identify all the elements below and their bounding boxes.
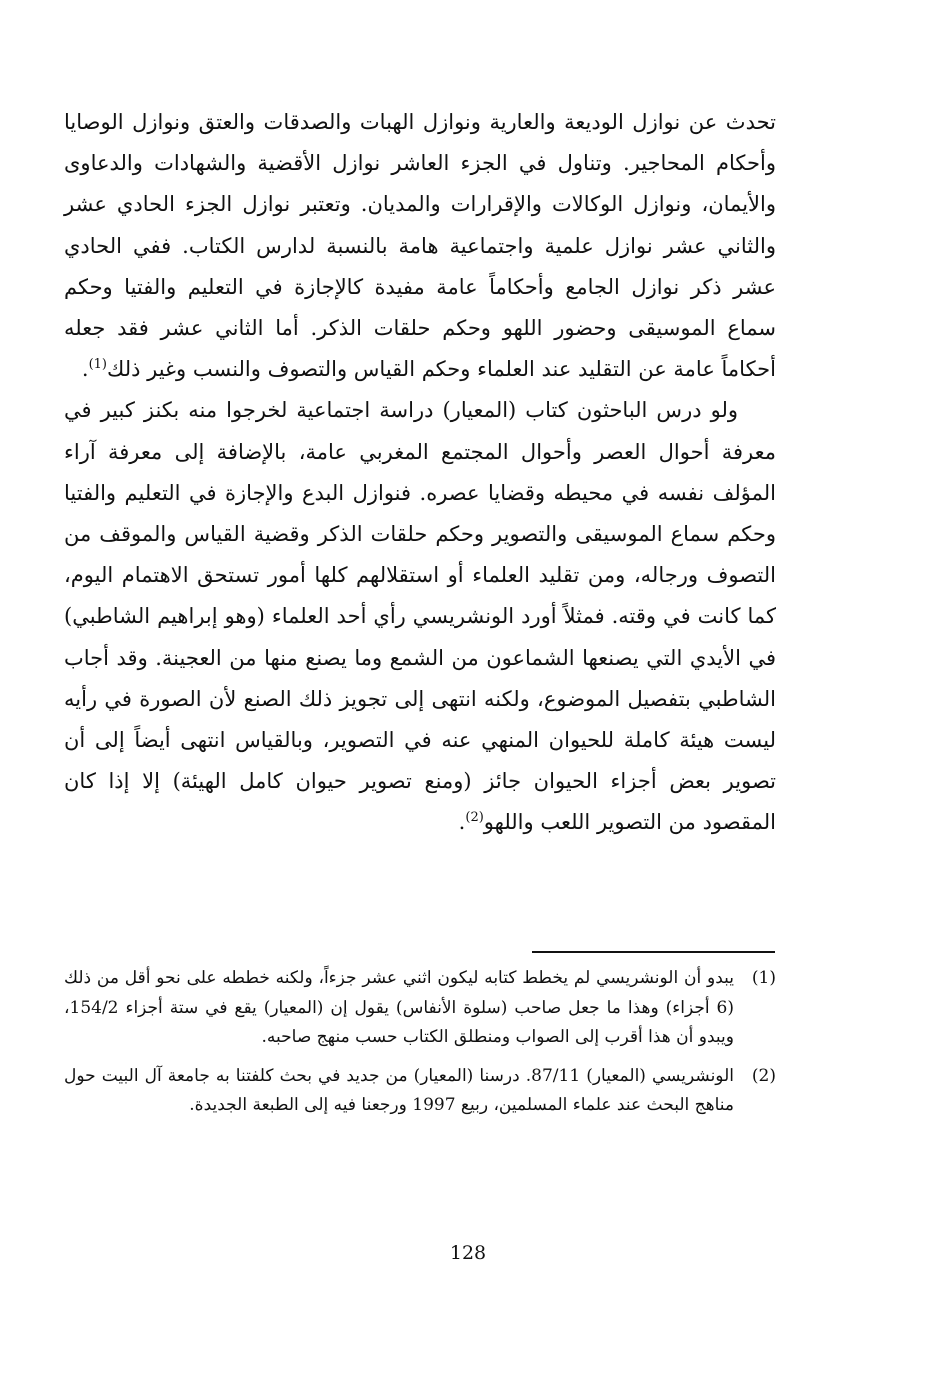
page-number: 128 <box>449 1242 487 1264</box>
paragraph-2-end: . <box>458 810 466 835</box>
footnote-number: (2) <box>751 1065 776 1086</box>
main-text <box>64 102 776 844</box>
footnote-text: الونشريسي (المعيار) 87/11. درسنا (المعيار) من جديد في بحث كلفتنا به جامعة آل البيت حول مناهج البحث عند علماء المسلمين، ربيع 1997 ورجعنا فيه إلى الطبعة الجديدة. <box>64 1065 734 1115</box>
paragraph-2-text: ولو درس الباحثون كتاب (المعيار) دراسة اجتماعية لخرجوا منه بكنز كبير في معرفة أحوال العصر وأحوال المجتمع المغربي عامة، بالإضافة إلى معرفة آراء المؤلف نفسه في محيطه وقضايا عصره. فنوازل البدع والإجازة في التعليم والفتيا وحكم سماع الموسيقى والتصوير وحكم حلقات الذكر وقضية القياس والموقف من التصوف ورجاله، ومن تقليد العلماء أو استقلالهم كلها أمور تستحق الاهتمام اليوم، كما كانت في وقته. فمثلاً أورد الونشريسي رأي أحد العلماء (وهو إبراهيم الشاطبي) في الأيدي التي يصنعها الشماعون من الشمع وما يصنع منها من العجينة. وقد أجاب الشاطبي بتفصيل الموضوع، ولكنه انتهى إلى تجويز ذلك الصنع لأن الصورة في رأيه ليست هيئة كاملة للحيوان المنهي عنه في التصوير، وبالقياس انتهى أيضاً إلى أن تصوير بعض أجزاء الحيوان جائز (ومنع تصوير حيوان كامل الهيئة) إلا إذا كان المقصود من التصوير اللعب واللهو <box>64 398 776 835</box>
footnote-number: (1) <box>751 968 776 988</box>
footnotes <box>64 964 776 1130</box>
paragraph-1-text: تحدث عن نوازل الوديعة والعارية ونوازل الهبات والصدقات والعتق ونوازل الوصايا وأحكام المحاجير. وتناول في الجزء العاشر نوازل الأقضية والشهادات والدعاوى والأيمان، ونوازل الوكالات والإقرارات والمديان. وتعتبر نوازل الجزء الحادي عشر والثاني عشر نوازل علمية واجتماعية هامة بالنسبة لدارس الكتاب. ففي الحادي عشر ذكر نوازل الجامع وأحكاماً عامة مفيدة كالإجازة في التعليم والفتيا وحكم سماع الموسيقى وحضور اللهو وحكم حلقات الذكر. أما الثاني عشر فقد جعله أحكاماً عامة عن التقليد عند العلماء وحكم القياس والتصوف والنسب وغير ذلك <box>64 110 776 382</box>
footnote-ref-2: (2) <box>465 810 484 826</box>
paragraph-1-end: . <box>81 357 89 382</box>
paragraph-2 <box>64 390 776 843</box>
paragraph-1 <box>64 102 776 390</box>
footnote-text: يبدو أن الونشريسي لم يخطط كتابه ليكون اثني عشر جزءاً، ولكنه خططه على نحو أقل من ذلك (6 أجزاء) وهذا ما جعل صاحب (سلوة الأنفاس) يقول إن (المعيار) يقع في ستة أجزاء 154/2، ويبدو أن هذا أقرب إلى الصواب ومنطلق الكتاب حسب منهج صاحبه. <box>64 968 734 1047</box>
footnote-separator <box>532 951 775 953</box>
footnote-2 <box>64 1062 776 1121</box>
footnote-ref-1: (1) <box>88 357 107 373</box>
footnote-1 <box>64 964 776 1053</box>
